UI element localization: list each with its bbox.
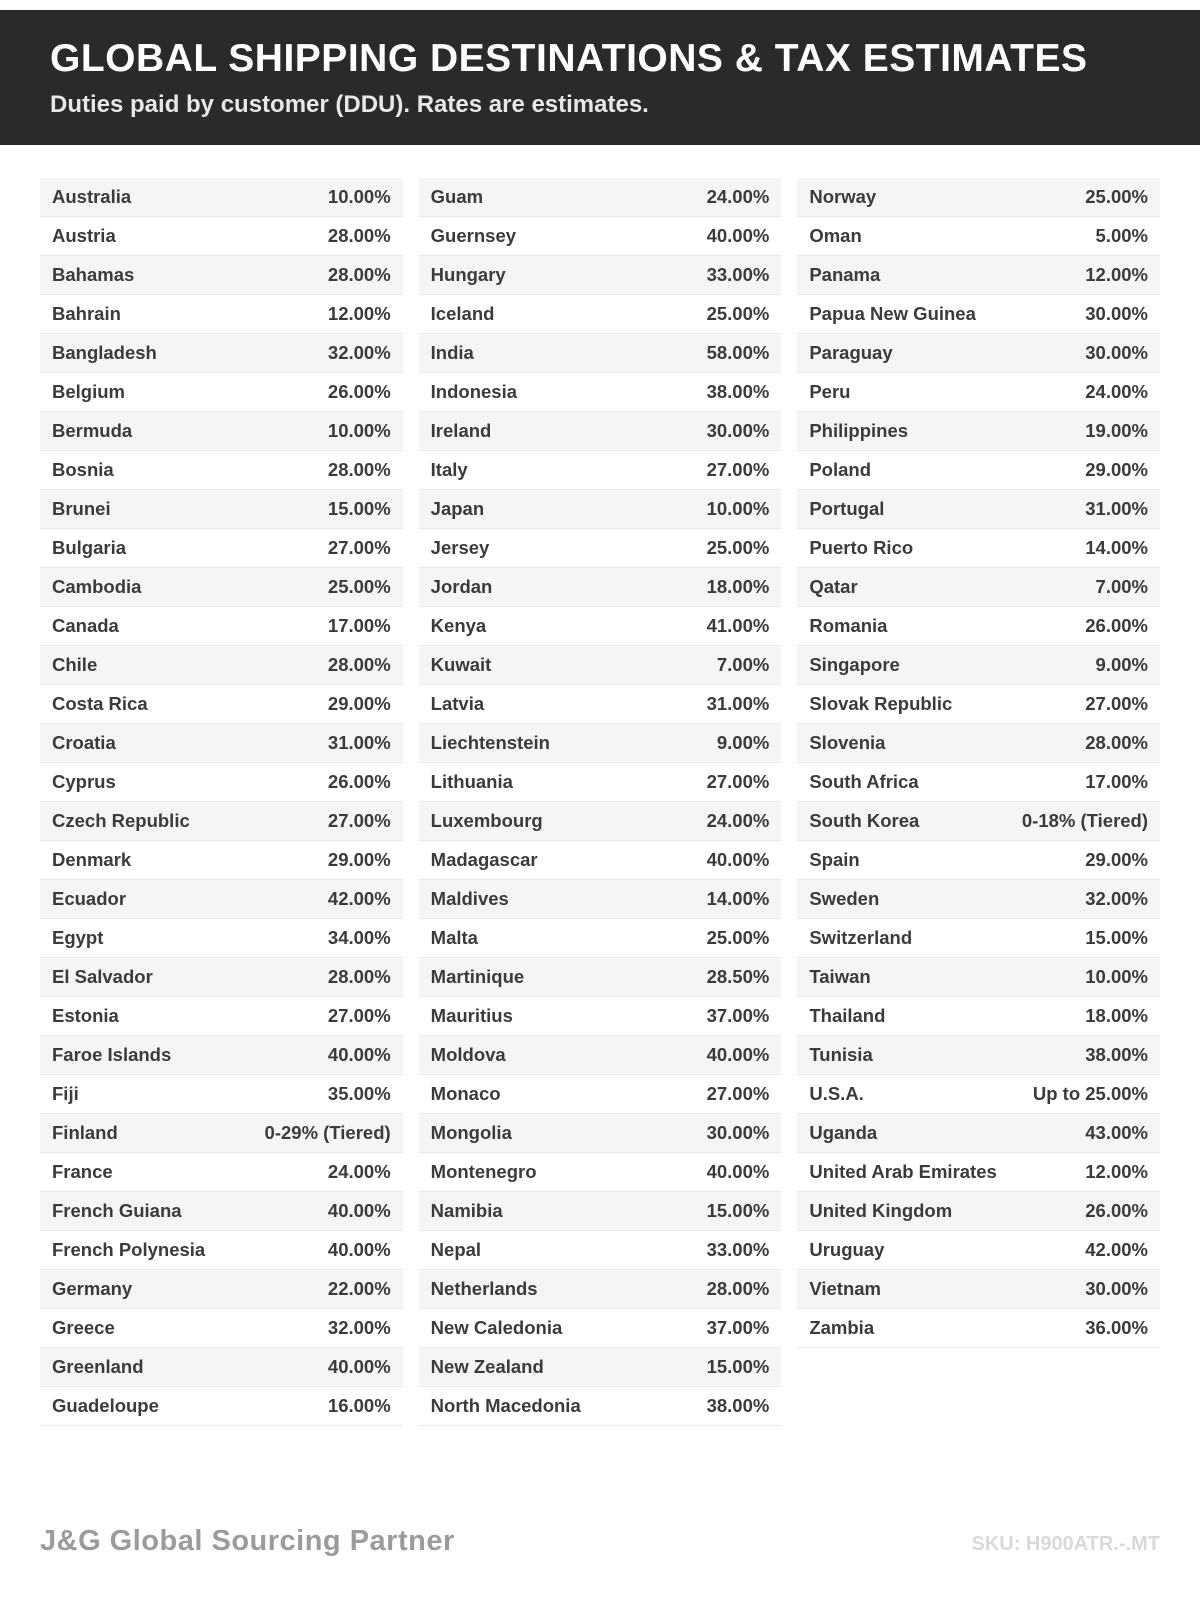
tax-rate: 24.00%	[327, 1161, 391, 1182]
country-name: Spain	[809, 849, 860, 870]
tax-rate: 30.00%	[706, 420, 770, 441]
tax-rate: 15.00%	[1085, 927, 1149, 948]
country-name: Slovak Republic	[809, 693, 953, 714]
table-row	[40, 178, 403, 217]
table-row	[40, 1192, 403, 1231]
tax-rate: 42.00%	[1085, 1239, 1149, 1260]
rates-column-1	[40, 178, 403, 1426]
tax-rate: 26.00%	[327, 771, 391, 792]
country-name: Jordan	[430, 576, 493, 597]
tax-rate: 32.00%	[1085, 888, 1149, 909]
tax-rate: 30.00%	[706, 1122, 770, 1143]
tax-rate: 0-29% (Tiered)	[264, 1122, 391, 1143]
tax-rate: 40.00%	[706, 1044, 770, 1065]
table-row	[797, 763, 1160, 802]
table-row	[419, 607, 782, 646]
tax-rate: 29.00%	[327, 693, 391, 714]
country-name: Singapore	[809, 654, 900, 675]
country-name: Netherlands	[430, 1278, 538, 1299]
tax-rate: 18.00%	[706, 576, 770, 597]
tax-rate: 31.00%	[706, 693, 770, 714]
tax-rate: 25.00%	[706, 537, 770, 558]
country-name: France	[52, 1161, 113, 1182]
country-name: Taiwan	[809, 966, 871, 987]
page-subtitle: Duties paid by customer (DDU). Rates are estimates.	[50, 90, 649, 118]
table-row	[40, 1309, 403, 1348]
tax-rate: 27.00%	[706, 771, 770, 792]
country-name: Egypt	[52, 927, 104, 948]
table-row	[419, 1387, 782, 1426]
table-row	[40, 568, 403, 607]
table-row	[40, 763, 403, 802]
tax-rate: 28.00%	[1085, 732, 1149, 753]
tax-rate: 7.00%	[716, 654, 770, 675]
tax-rate: 30.00%	[1085, 303, 1149, 324]
tax-rate: 40.00%	[327, 1239, 391, 1260]
table-row	[797, 841, 1160, 880]
tax-rate: 14.00%	[1085, 537, 1149, 558]
table-row	[419, 1192, 782, 1231]
country-name: Philippines	[809, 420, 909, 441]
table-row	[419, 919, 782, 958]
country-name: Ecuador	[52, 888, 127, 909]
table-row	[40, 646, 403, 685]
tax-rate: 28.00%	[327, 966, 391, 987]
country-name: Germany	[52, 1278, 133, 1299]
tax-rate: 29.00%	[1085, 849, 1149, 870]
table-row	[40, 490, 403, 529]
table-row	[797, 295, 1160, 334]
table-row	[40, 1270, 403, 1309]
country-name: Cyprus	[52, 771, 116, 792]
table-row	[419, 451, 782, 490]
tax-rate: 34.00%	[327, 927, 391, 948]
country-name: Brunei	[52, 498, 111, 519]
tax-rate: 35.00%	[327, 1083, 391, 1104]
tax-rate: Up to 25.00%	[1032, 1083, 1149, 1104]
table-row	[419, 295, 782, 334]
country-name: Portugal	[809, 498, 885, 519]
table-row	[40, 529, 403, 568]
table-row	[797, 334, 1160, 373]
table-row	[797, 1309, 1160, 1348]
country-name: Bosnia	[52, 459, 114, 480]
table-row	[419, 1270, 782, 1309]
table-row	[797, 412, 1160, 451]
table-row	[419, 334, 782, 373]
country-name: Moldova	[430, 1044, 506, 1065]
tax-rate: 33.00%	[706, 1239, 770, 1260]
country-name: Jersey	[430, 537, 490, 558]
country-name: India	[430, 342, 474, 363]
tax-rate: 40.00%	[327, 1044, 391, 1065]
country-name: Thailand	[809, 1005, 886, 1026]
country-name: Cambodia	[52, 576, 142, 597]
country-name: Qatar	[809, 576, 858, 597]
table-row	[40, 802, 403, 841]
table-row	[40, 1153, 403, 1192]
country-name: Switzerland	[809, 927, 913, 948]
tax-rate: 25.00%	[706, 927, 770, 948]
country-name: Panama	[809, 264, 881, 285]
country-name: South Korea	[809, 810, 920, 831]
tax-rate: 16.00%	[327, 1395, 391, 1416]
table-row	[419, 490, 782, 529]
table-row	[797, 1153, 1160, 1192]
tax-rate: 14.00%	[706, 888, 770, 909]
country-name: Bahamas	[52, 264, 135, 285]
table-row	[419, 958, 782, 997]
country-name: South Africa	[809, 771, 919, 792]
tax-rate: 24.00%	[706, 810, 770, 831]
country-name: United Arab Emirates	[809, 1161, 997, 1182]
country-name: Tunisia	[809, 1044, 873, 1065]
table-row	[797, 1036, 1160, 1075]
tax-rate: 27.00%	[327, 1005, 391, 1026]
tax-rate: 33.00%	[706, 264, 770, 285]
sku-text: SKU: H900ATR.-.MT	[971, 1533, 1160, 1555]
tax-rate: 38.00%	[706, 1395, 770, 1416]
tax-rate: 41.00%	[706, 615, 770, 636]
country-name: Latvia	[430, 693, 485, 714]
country-name: New Zealand	[430, 1356, 544, 1377]
table-row	[40, 919, 403, 958]
tax-rate: 15.00%	[706, 1200, 770, 1221]
tax-rate: 58.00%	[706, 342, 770, 363]
table-row	[797, 880, 1160, 919]
tax-rate: 38.00%	[706, 381, 770, 402]
table-row	[419, 802, 782, 841]
country-name: Japan	[430, 498, 485, 519]
table-row	[40, 334, 403, 373]
tax-rate: 0-18% (Tiered)	[1021, 810, 1149, 831]
table-row	[40, 1231, 403, 1270]
country-name: Guernsey	[430, 225, 517, 246]
tax-rate: 7.00%	[1095, 576, 1149, 597]
country-name: New Caledonia	[430, 1317, 563, 1338]
tax-rate: 10.00%	[327, 420, 391, 441]
country-name: Mauritius	[430, 1005, 513, 1026]
table-row	[419, 373, 782, 412]
table-row	[419, 1231, 782, 1270]
table-row	[40, 1036, 403, 1075]
country-name: Uruguay	[809, 1239, 885, 1260]
country-name: Canada	[52, 615, 119, 636]
tax-rate: 28.00%	[327, 264, 391, 285]
tax-rate: 25.00%	[706, 303, 770, 324]
page-title: GLOBAL SHIPPING DESTINATIONS & TAX ESTIMATES	[50, 37, 1088, 80]
tax-rate: 24.00%	[1085, 381, 1149, 402]
table-row	[40, 451, 403, 490]
country-name: Zambia	[809, 1317, 875, 1338]
tax-rate: 37.00%	[706, 1005, 770, 1026]
tax-rate: 25.00%	[327, 576, 391, 597]
country-name: French Guiana	[52, 1200, 182, 1221]
table-row	[40, 958, 403, 997]
country-name: Sweden	[809, 888, 880, 909]
country-name: Hungary	[430, 264, 506, 285]
country-name: Bangladesh	[52, 342, 157, 363]
table-row	[419, 1153, 782, 1192]
tax-rate: 38.00%	[1085, 1044, 1149, 1065]
tax-rate: 40.00%	[706, 849, 770, 870]
table-row	[40, 880, 403, 919]
rates-column-2	[419, 178, 782, 1426]
tax-rate: 28.50%	[706, 966, 770, 987]
table-row	[419, 217, 782, 256]
country-name: United Kingdom	[809, 1200, 953, 1221]
country-name: Australia	[52, 186, 132, 207]
country-name: Finland	[52, 1122, 118, 1143]
table-row	[419, 412, 782, 451]
country-name: Indonesia	[430, 381, 518, 402]
country-name: Italy	[430, 459, 468, 480]
table-row	[797, 217, 1160, 256]
country-name: Luxembourg	[430, 810, 543, 831]
tax-rate: 10.00%	[706, 498, 770, 519]
table-row	[797, 919, 1160, 958]
tax-rate: 12.00%	[1085, 264, 1149, 285]
table-row	[40, 997, 403, 1036]
table-row	[797, 1231, 1160, 1270]
table-row	[797, 646, 1160, 685]
tax-rate: 9.00%	[1095, 654, 1149, 675]
tax-rate: 22.00%	[327, 1278, 391, 1299]
tax-rate: 28.00%	[327, 225, 391, 246]
tax-rate: 30.00%	[1085, 1278, 1149, 1299]
country-name: Bermuda	[52, 420, 133, 441]
table-row	[40, 1387, 403, 1426]
country-name: Croatia	[52, 732, 116, 753]
tax-rate: 10.00%	[327, 186, 391, 207]
country-name: Czech Republic	[52, 810, 190, 831]
tax-rate: 31.00%	[1085, 498, 1149, 519]
country-name: Greenland	[52, 1356, 144, 1377]
table-row	[797, 451, 1160, 490]
table-row	[40, 1348, 403, 1387]
table-row	[797, 607, 1160, 646]
country-name: Liechtenstein	[430, 732, 550, 753]
tax-rate: 27.00%	[327, 810, 391, 831]
tax-rate: 28.00%	[327, 459, 391, 480]
tax-rate: 30.00%	[1085, 342, 1149, 363]
country-name: Poland	[809, 459, 872, 480]
country-name: Lithuania	[430, 771, 513, 792]
header-banner	[0, 10, 1200, 145]
tax-rate: 29.00%	[1085, 459, 1149, 480]
table-row	[797, 529, 1160, 568]
table-row	[419, 1036, 782, 1075]
table-row	[419, 1075, 782, 1114]
tax-rate: 19.00%	[1085, 420, 1149, 441]
country-name: Papua New Guinea	[809, 303, 976, 324]
tax-rate: 40.00%	[327, 1200, 391, 1221]
table-row	[419, 997, 782, 1036]
table-row	[40, 607, 403, 646]
tax-rate: 18.00%	[1085, 1005, 1149, 1026]
tax-rate: 26.00%	[1085, 615, 1149, 636]
tax-rate: 28.00%	[706, 1278, 770, 1299]
table-row	[40, 685, 403, 724]
tax-rate: 12.00%	[327, 303, 391, 324]
table-row	[40, 217, 403, 256]
country-name: Greece	[52, 1317, 115, 1338]
table-row	[797, 685, 1160, 724]
country-name: Nepal	[430, 1239, 482, 1260]
table-row	[419, 568, 782, 607]
tax-rate: 27.00%	[1085, 693, 1149, 714]
table-row	[419, 841, 782, 880]
tax-rate: 26.00%	[1085, 1200, 1149, 1221]
tax-rate: 27.00%	[706, 1083, 770, 1104]
tax-rate: 26.00%	[327, 381, 391, 402]
country-name: Denmark	[52, 849, 132, 870]
country-name: Kuwait	[430, 654, 492, 675]
tax-rate: 32.00%	[327, 342, 391, 363]
country-name: Peru	[809, 381, 851, 402]
table-row	[419, 724, 782, 763]
tax-rate: 15.00%	[706, 1356, 770, 1377]
table-row	[419, 256, 782, 295]
table-row	[797, 1270, 1160, 1309]
country-name: Madagascar	[430, 849, 538, 870]
tax-rate: 25.00%	[1085, 186, 1149, 207]
country-name: Guadeloupe	[52, 1395, 159, 1416]
table-row	[419, 685, 782, 724]
tax-rate: 31.00%	[327, 732, 391, 753]
table-row	[419, 1114, 782, 1153]
country-name: Paraguay	[809, 342, 893, 363]
table-row	[40, 295, 403, 334]
tax-rate: 28.00%	[327, 654, 391, 675]
table-row	[40, 841, 403, 880]
country-name: Austria	[52, 225, 116, 246]
table-row	[40, 724, 403, 763]
brand-text: J&G Global Sourcing Partner	[40, 1525, 455, 1557]
table-row	[797, 1192, 1160, 1231]
country-name: El Salvador	[52, 966, 153, 987]
country-name: Romania	[809, 615, 888, 636]
country-name: Malta	[430, 927, 478, 948]
table-row	[797, 1075, 1160, 1114]
rates-table	[40, 178, 1160, 1426]
table-row	[797, 490, 1160, 529]
tax-rate: 17.00%	[1085, 771, 1149, 792]
country-name: North Macedonia	[430, 1395, 581, 1416]
table-row	[797, 256, 1160, 295]
country-name: Norway	[809, 186, 877, 207]
tax-rate: 27.00%	[327, 537, 391, 558]
table-row	[797, 178, 1160, 217]
country-name: Mongolia	[430, 1122, 512, 1143]
table-row	[797, 373, 1160, 412]
tax-rate: 5.00%	[1095, 225, 1149, 246]
table-row	[419, 1309, 782, 1348]
table-row	[797, 997, 1160, 1036]
country-name: Slovenia	[809, 732, 886, 753]
country-name: Namibia	[430, 1200, 503, 1221]
tax-rate: 12.00%	[1085, 1161, 1149, 1182]
footer	[40, 1525, 1160, 1558]
tax-rate: 17.00%	[327, 615, 391, 636]
table-row	[40, 412, 403, 451]
table-row	[797, 802, 1160, 841]
table-row	[419, 646, 782, 685]
country-name: Bahrain	[52, 303, 121, 324]
country-name: Vietnam	[809, 1278, 881, 1299]
table-row	[419, 178, 782, 217]
table-row	[40, 256, 403, 295]
rates-column-3	[797, 178, 1160, 1348]
tax-rate: 27.00%	[706, 459, 770, 480]
table-row	[797, 1114, 1160, 1153]
table-row	[419, 763, 782, 802]
tax-rate: 37.00%	[706, 1317, 770, 1338]
country-name: Montenegro	[430, 1161, 537, 1182]
country-name: Iceland	[430, 303, 495, 324]
country-name: Puerto Rico	[809, 537, 914, 558]
tax-rate: 32.00%	[327, 1317, 391, 1338]
country-name: Uganda	[809, 1122, 878, 1143]
country-name: Ireland	[430, 420, 492, 441]
table-row	[419, 529, 782, 568]
country-name: Kenya	[430, 615, 487, 636]
table-row	[40, 1075, 403, 1114]
country-name: Maldives	[430, 888, 509, 909]
country-name: Monaco	[430, 1083, 501, 1104]
country-name: Chile	[52, 654, 98, 675]
tax-rate: 15.00%	[327, 498, 391, 519]
tax-rate: 40.00%	[706, 225, 770, 246]
table-row	[797, 958, 1160, 997]
tax-rate: 43.00%	[1085, 1122, 1149, 1143]
tax-rate: 29.00%	[327, 849, 391, 870]
tax-rate: 40.00%	[327, 1356, 391, 1377]
country-name: Guam	[430, 186, 484, 207]
country-name: Estonia	[52, 1005, 119, 1026]
country-name: Oman	[809, 225, 862, 246]
table-row	[797, 724, 1160, 763]
tax-rate: 9.00%	[716, 732, 770, 753]
country-name: Costa Rica	[52, 693, 148, 714]
tax-rate: 10.00%	[1085, 966, 1149, 987]
table-row	[419, 1348, 782, 1387]
tax-rate: 24.00%	[706, 186, 770, 207]
tax-rate: 36.00%	[1085, 1317, 1149, 1338]
country-name: U.S.A.	[809, 1083, 864, 1104]
country-name: Martinique	[430, 966, 525, 987]
country-name: Fiji	[52, 1083, 79, 1104]
table-row	[797, 568, 1160, 607]
tax-rate: 40.00%	[706, 1161, 770, 1182]
country-name: Belgium	[52, 381, 125, 402]
table-row	[419, 880, 782, 919]
country-name: Faroe Islands	[52, 1044, 172, 1065]
country-name: Bulgaria	[52, 537, 127, 558]
tax-rate: 42.00%	[327, 888, 391, 909]
country-name: French Polynesia	[52, 1239, 206, 1260]
table-row	[40, 1114, 403, 1153]
table-row	[40, 373, 403, 412]
